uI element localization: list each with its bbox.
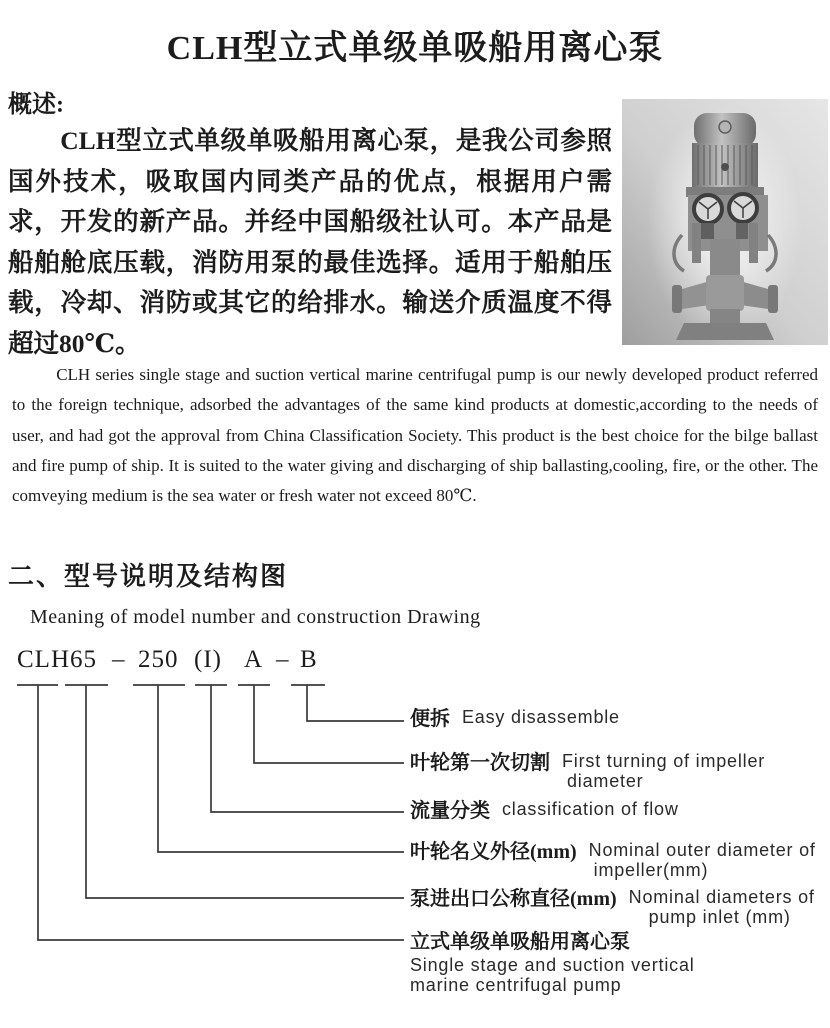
label-first-turning: [410, 752, 765, 791]
label-en: Nominal outer diameter of impeller(mm): [588, 840, 816, 880]
label-en: Easy disassemble: [462, 707, 620, 727]
model-code-easy-disassemble: B: [300, 646, 318, 673]
overview-paragraph-zh: CLH型立式单级单吸船用离心泵，是我公司参照国外技术，吸取国内同类产品的优点，根据用户需求，开发的新产品。并经中国船级社认可。本产品是船舶舱底压载，消防用泵的最佳选择。适用于船舶压载，冷却、消防或其它的给排水。输送介质温度不得超过80℃。: [8, 126, 612, 358]
model-code-impeller-diameter: 250: [138, 646, 179, 673]
model-code-inlet-size: 65: [70, 646, 97, 673]
label-flow-classification: [410, 800, 679, 822]
model-code-dash: –: [276, 646, 290, 673]
label-zh: 叶轮名义外径(mm): [410, 841, 577, 863]
label-zh: 流量分类: [410, 800, 490, 822]
label-en: First turning of impeller diameter: [562, 751, 766, 791]
label-easy-disassemble: [410, 708, 620, 730]
pump-illustration: [622, 99, 828, 345]
model-code-flow-class: (I): [194, 646, 222, 673]
model-code-cut: A: [244, 646, 264, 673]
label-en: Nominal diameters of pump inlet (mm): [628, 887, 815, 927]
label-zh: 泵进出口公称直径(mm): [410, 888, 617, 910]
model-code-series: CLH: [17, 646, 70, 673]
label-zh: 便拆: [410, 708, 450, 730]
label-inlet-diameter: [410, 888, 815, 927]
label-zh: 立式单级单吸船用离心泵: [410, 931, 630, 953]
page-title: CLH型立式单级单吸船用离心泵: [166, 30, 664, 67]
pump-photo: [622, 99, 828, 345]
label-impeller-diameter: [410, 841, 816, 880]
label-pump-type: [410, 931, 695, 995]
model-code-dash: –: [112, 646, 126, 673]
label-zh: 叶轮第一次切割: [410, 752, 550, 774]
overview-heading: 概述:: [8, 92, 64, 118]
model-number-diagram: [0, 640, 830, 1028]
label-en: classification of flow: [502, 799, 679, 819]
section2-heading-zh: 二、型号说明及结构图: [8, 561, 289, 591]
section2-heading-en: Meaning of model number and construction Drawing: [30, 606, 481, 628]
overview-paragraph-en: CLH series single stage and suction vertical marine centrifugal pump is our newly developed product referred to the foreign technique, adsorbed the advantages of the same kind products at domestic,according to the needs of user, and had got the approval from China Classification Society. This product is the best choice for the bilge ballast and fire pump of ship. It is suited to the water giving and discharging of ship ballasting,cooling, fire, or the other. The comveying medium is the sea water or fresh water not exceed 80℃.: [12, 365, 818, 506]
label-en: Single stage and suction vertical marine centrifugal pump: [410, 955, 695, 995]
